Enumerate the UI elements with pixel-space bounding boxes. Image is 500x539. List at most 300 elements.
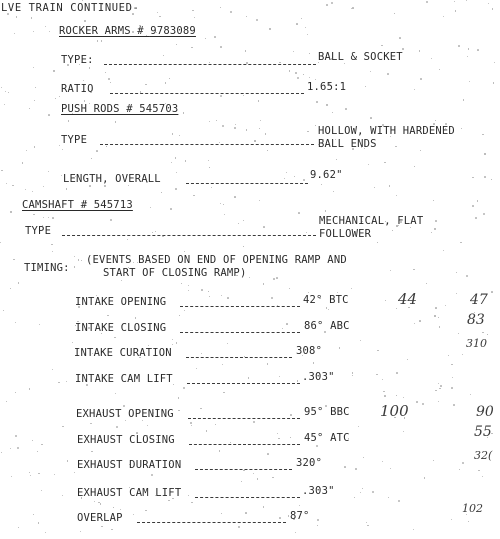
scan-speck: [394, 13, 395, 14]
scan-speck: [241, 481, 242, 482]
scan-speck: [52, 217, 54, 219]
scan-speck: [433, 123, 435, 125]
scan-speck: [142, 420, 143, 421]
scan-speck: [475, 217, 477, 219]
scan-speck: [306, 232, 307, 233]
scan-speck: [243, 246, 244, 247]
scan-speck: [238, 526, 240, 528]
timing-row-label: EXHAUST OPENING: [76, 408, 174, 420]
scan-speck: [43, 217, 44, 218]
scan-speck: [297, 380, 299, 382]
scan-speck: [395, 146, 396, 147]
scan-speck: [494, 62, 496, 64]
scan-speck: [298, 212, 300, 214]
timing-row-label: INTAKE OPENING: [75, 296, 167, 308]
scan-speck: [1, 87, 2, 88]
scan-speck: [115, 121, 116, 122]
scan-speck: [129, 464, 130, 465]
scan-speck: [172, 344, 174, 346]
scan-speck: [151, 474, 153, 476]
scan-speck: [4, 104, 5, 105]
scan-speck: [104, 185, 106, 187]
scan-speck: [439, 69, 440, 70]
scan-speck: [230, 442, 231, 443]
scan-speck: [181, 283, 182, 284]
scan-speck: [370, 71, 371, 72]
scan-speck: [472, 205, 474, 207]
timing-row-value: 86° ABC: [304, 320, 350, 332]
scan-speck: [234, 127, 236, 129]
scan-speck: [135, 317, 136, 318]
scan-speck: [461, 128, 462, 129]
timing-row-label: INTAKE CAM LIFT: [75, 373, 173, 385]
scan-speck: [326, 104, 327, 105]
scan-speck: [374, 187, 375, 188]
scan-speck: [377, 350, 378, 351]
scan-speck: [364, 148, 365, 149]
scan-speck: [152, 232, 153, 233]
scan-speck: [303, 74, 304, 75]
timing-row-label: EXHAUST CLOSING: [77, 434, 175, 446]
scan-speck: [74, 472, 75, 473]
scan-speck: [293, 51, 294, 52]
rocker-type-value: BALL & SOCKET: [318, 51, 403, 63]
scan-speck: [116, 426, 118, 428]
scan-speck: [34, 146, 35, 147]
scan-speck: [487, 334, 488, 335]
scan-speck: [403, 397, 404, 398]
scan-speck: [191, 47, 192, 48]
scan-speck: [458, 45, 460, 47]
scan-speck: [190, 422, 192, 424]
scan-speck: [383, 391, 384, 392]
scan-speck: [215, 424, 216, 425]
scan-speck: [414, 323, 415, 324]
scan-speck: [413, 269, 414, 270]
scan-speck: [435, 120, 436, 121]
scan-speck: [351, 288, 352, 289]
scan-speck: [377, 242, 378, 243]
scan-speck: [118, 415, 119, 416]
scan-speck: [455, 10, 456, 11]
scan-speck: [387, 73, 389, 75]
scan-speck: [133, 514, 135, 516]
scan-speck: [435, 307, 437, 309]
scan-speck: [221, 295, 222, 296]
scan-speck: [477, 200, 478, 201]
scan-speck: [172, 498, 174, 500]
scan-speck: [123, 200, 124, 201]
scan-speck: [211, 187, 213, 189]
scan-speck: [253, 473, 255, 475]
scan-speck: [258, 100, 260, 102]
rocker-ratio-value: 1.65:1: [307, 81, 347, 93]
scan-speck: [301, 18, 302, 19]
camshaft-type-label: TYPE: [25, 225, 52, 237]
scan-speck: [165, 103, 166, 104]
scan-speck: [221, 513, 222, 514]
scan-speck: [478, 470, 480, 472]
handwritten-margin-note: 90: [476, 404, 494, 420]
camshaft-type-value-2: FOLLOWER: [319, 228, 372, 240]
scan-speck: [352, 7, 354, 9]
scan-speck: [388, 497, 389, 498]
scan-speck: [172, 339, 173, 340]
scan-speck: [265, 133, 267, 135]
scan-speck: [31, 17, 33, 19]
push-rods-length-label: LENGTH, OVERALL: [63, 173, 161, 185]
scan-speck: [75, 176, 76, 177]
handwritten-margin-note: 55: [474, 424, 492, 440]
scan-speck: [396, 225, 397, 226]
scan-speck: [74, 256, 75, 257]
scan-speck: [0, 242, 1, 243]
scan-speck: [491, 291, 493, 293]
scan-speck: [168, 500, 170, 502]
scan-speck: [220, 7, 221, 8]
scan-speck: [128, 267, 129, 268]
scan-speck: [459, 469, 460, 470]
scan-speck: [413, 529, 414, 530]
scan-speck: [15, 322, 16, 323]
scan-speck: [477, 49, 479, 51]
scan-speck: [315, 79, 316, 80]
scan-speck: [407, 359, 408, 360]
scan-speck: [115, 393, 116, 394]
timing-row-value: 308°: [296, 345, 323, 357]
scan-speck: [260, 120, 261, 121]
scan-speck: [279, 517, 281, 519]
scan-speck: [214, 36, 216, 38]
scan-speck: [91, 423, 92, 424]
scan-speck: [468, 521, 469, 522]
scan-speck: [110, 82, 111, 83]
scan-speck: [170, 108, 171, 109]
scan-speck: [132, 13, 134, 15]
scan-speck: [196, 368, 197, 369]
scan-speck: [162, 271, 163, 272]
scan-speck: [156, 439, 157, 440]
scan-speck: [435, 220, 437, 222]
scan-speck: [484, 176, 486, 178]
scan-speck: [452, 377, 453, 378]
scan-speck: [295, 72, 297, 74]
scan-speck: [219, 142, 220, 143]
scan-speck: [419, 320, 421, 322]
scan-speck: [445, 128, 446, 129]
scan-speck: [456, 293, 458, 295]
timing-row-value: 42° BTC: [303, 294, 349, 306]
timing-note-2: START OF CLOSING RAMP): [103, 267, 247, 279]
scan-speck: [315, 328, 316, 329]
scan-speck: [317, 519, 319, 521]
scan-speck: [460, 242, 462, 244]
scan-speck: [191, 502, 193, 504]
scan-speck: [161, 192, 162, 193]
scan-speck: [492, 8, 493, 9]
scan-speck: [307, 131, 308, 132]
scan-speck: [368, 164, 369, 165]
scan-speck: [294, 176, 295, 177]
scan-speck: [45, 532, 46, 533]
scan-speck: [10, 211, 11, 212]
scan-speck: [165, 82, 166, 83]
scan-speck: [184, 310, 185, 311]
scan-speck: [55, 98, 56, 99]
scan-speck: [208, 291, 209, 292]
scan-speck: [7, 13, 9, 15]
scan-speck: [10, 448, 11, 449]
handwritten-note: 44: [398, 290, 418, 308]
scan-speck: [398, 225, 399, 226]
scan-speck: [488, 3, 490, 5]
scan-speck: [466, 275, 468, 277]
scan-speck: [399, 37, 401, 39]
scan-speck: [72, 342, 73, 343]
scan-speck: [14, 33, 15, 34]
scan-speck: [159, 16, 161, 18]
scan-speck: [392, 230, 393, 231]
scan-speck: [157, 12, 158, 13]
scan-speck: [305, 27, 306, 28]
scan-speck: [408, 307, 409, 308]
scan-speck: [443, 16, 444, 17]
scan-speck: [402, 48, 404, 50]
rocker-ratio-label: RATIO: [61, 83, 94, 95]
scan-speck: [491, 179, 492, 180]
scan-speck: [163, 55, 164, 56]
scan-speck: [29, 388, 31, 390]
scan-speck: [84, 107, 86, 109]
scan-speck: [1, 452, 2, 453]
scan-speck: [482, 476, 483, 477]
scan-speck: [433, 460, 434, 461]
scan-speck: [38, 473, 39, 474]
scan-speck: [223, 204, 224, 205]
scan-speck: [194, 17, 195, 18]
scan-speck: [45, 26, 46, 27]
scan-speck: [332, 112, 333, 113]
scan-speck: [462, 354, 463, 355]
scan-speck: [365, 232, 366, 233]
leader-dots: [110, 93, 304, 94]
scan-speck: [345, 108, 347, 110]
scan-speck: [246, 16, 247, 17]
scan-speck: [91, 451, 92, 452]
scan-speck: [467, 56, 468, 57]
scan-speck: [192, 10, 193, 11]
timing-row-value: .303": [302, 371, 335, 383]
scan-speck: [370, 117, 372, 119]
scan-speck: [114, 337, 115, 338]
scan-speck: [384, 395, 386, 397]
scan-speck: [107, 315, 108, 316]
scan-speck: [336, 159, 337, 160]
scan-speck: [176, 342, 178, 344]
scan-speck: [37, 451, 38, 452]
scan-speck: [201, 353, 202, 354]
scan-speck: [316, 445, 318, 447]
scan-speck: [41, 490, 42, 491]
leader-dots: [186, 183, 308, 184]
scan-speck: [376, 374, 378, 376]
scan-speck: [220, 203, 221, 204]
scan-speck: [267, 453, 269, 455]
scan-speck: [18, 527, 19, 528]
scan-speck: [331, 2, 333, 4]
scan-speck: [94, 501, 95, 502]
scan-speck: [439, 388, 440, 389]
scan-speck: [396, 395, 397, 396]
scan-speck: [309, 77, 310, 78]
scan-speck: [49, 31, 50, 32]
scan-speck: [365, 86, 366, 87]
scan-speck: [394, 417, 396, 419]
scan-speck: [363, 457, 364, 458]
scan-speck: [382, 461, 383, 462]
scan-speck: [352, 372, 353, 373]
scan-speck: [372, 491, 374, 493]
scan-speck: [41, 444, 43, 446]
handwritten-margin-note: 83: [467, 312, 485, 328]
leader-dots: [187, 383, 301, 384]
rocker-type-label: TYPE:: [61, 54, 94, 66]
scan-speck: [259, 200, 260, 201]
leader-dots: [62, 235, 316, 236]
scan-speck: [89, 67, 91, 69]
scan-speck: [73, 177, 74, 178]
scan-speck: [297, 77, 299, 79]
scan-speck: [111, 529, 113, 531]
scan-speck: [178, 410, 179, 411]
timing-row-value: 95° BBC: [304, 406, 350, 418]
scan-speck: [188, 285, 189, 286]
scan-speck: [246, 62, 247, 63]
scan-speck: [414, 89, 415, 90]
scan-speck: [81, 497, 83, 499]
scan-speck: [445, 123, 447, 125]
scan-speck: [362, 488, 363, 489]
scan-speck: [80, 531, 81, 532]
scan-speck: [451, 387, 453, 389]
scan-speck: [277, 433, 278, 434]
scan-speck: [328, 309, 329, 310]
scan-speck: [74, 266, 75, 267]
scan-speck: [317, 525, 318, 526]
scan-speck: [18, 282, 19, 283]
scan-speck: [209, 121, 210, 122]
scan-speck: [54, 474, 55, 475]
scan-speck: [384, 162, 385, 163]
scan-speck: [276, 277, 278, 279]
scan-speck: [22, 162, 24, 164]
scan-speck: [191, 425, 192, 426]
scan-speck: [53, 70, 54, 71]
timing-note: (EVENTS BASED ON END OF OPENING RAMP AND: [86, 254, 347, 266]
scan-speck: [176, 44, 177, 45]
scan-speck: [35, 87, 36, 88]
scan-speck: [462, 462, 464, 464]
handwritten-note: 100: [380, 402, 409, 420]
scan-speck: [431, 232, 432, 233]
scan-speck: [48, 217, 49, 218]
scan-speck: [246, 129, 248, 131]
scan-speck: [468, 48, 470, 50]
scan-speck: [220, 95, 222, 97]
scan-speck: [78, 259, 79, 260]
scan-speck: [309, 53, 310, 54]
scan-speck: [257, 478, 258, 479]
scan-speck: [81, 260, 82, 261]
scan-speck: [155, 231, 156, 232]
scan-speck: [209, 296, 210, 297]
scan-speck: [299, 505, 300, 506]
scan-speck: [313, 362, 315, 364]
scan-speck: [355, 235, 357, 237]
scan-speck: [89, 185, 91, 187]
scan-speck: [360, 492, 362, 494]
scan-speck: [183, 387, 185, 389]
handwritten-margin-note: 47: [470, 292, 488, 308]
scan-speck: [179, 315, 180, 316]
scan-speck: [278, 438, 280, 440]
scan-speck: [188, 290, 189, 291]
handwritten-margin-note: 32(: [474, 449, 493, 462]
scan-speck: [439, 326, 440, 327]
scan-speck: [243, 95, 244, 96]
scan-speck: [48, 171, 50, 173]
scan-speck: [86, 384, 88, 386]
scan-speck: [52, 369, 53, 370]
timing-row-label: INTAKE CLOSING: [75, 322, 167, 334]
scan-speck: [17, 447, 19, 449]
scan-speck: [367, 525, 369, 527]
push-rods-type-label: TYPE: [61, 134, 88, 146]
scan-speck: [132, 31, 134, 33]
scan-speck: [67, 460, 69, 462]
scan-speck: [66, 381, 67, 382]
scan-speck: [1, 170, 3, 172]
scan-speck: [13, 259, 15, 261]
scan-speck: [145, 510, 146, 511]
scan-speck: [448, 355, 449, 356]
scan-speck: [33, 67, 34, 68]
scan-speck: [83, 80, 84, 81]
scan-speck: [33, 214, 35, 216]
scan-speck: [219, 450, 220, 451]
scan-speck: [286, 323, 288, 325]
scan-speck: [325, 210, 326, 211]
leader-dots: [100, 144, 314, 145]
scan-speck: [355, 468, 357, 470]
scan-speck: [403, 431, 405, 433]
scan-speck: [201, 289, 203, 291]
scan-speck: [26, 150, 27, 151]
scan-speck: [78, 306, 80, 308]
push-rods-heading: PUSH RODS # 545703: [61, 103, 179, 115]
leader-dots: [137, 522, 287, 523]
scan-speck: [34, 100, 35, 101]
scan-speck: [396, 372, 398, 374]
scan-speck: [360, 340, 361, 341]
scan-speck: [32, 440, 33, 441]
scan-speck: [482, 332, 484, 334]
scan-speck: [420, 78, 422, 80]
scan-speck: [424, 477, 426, 479]
scan-speck: [235, 124, 236, 125]
scan-speck: [284, 178, 285, 179]
scan-speck: [434, 315, 435, 316]
